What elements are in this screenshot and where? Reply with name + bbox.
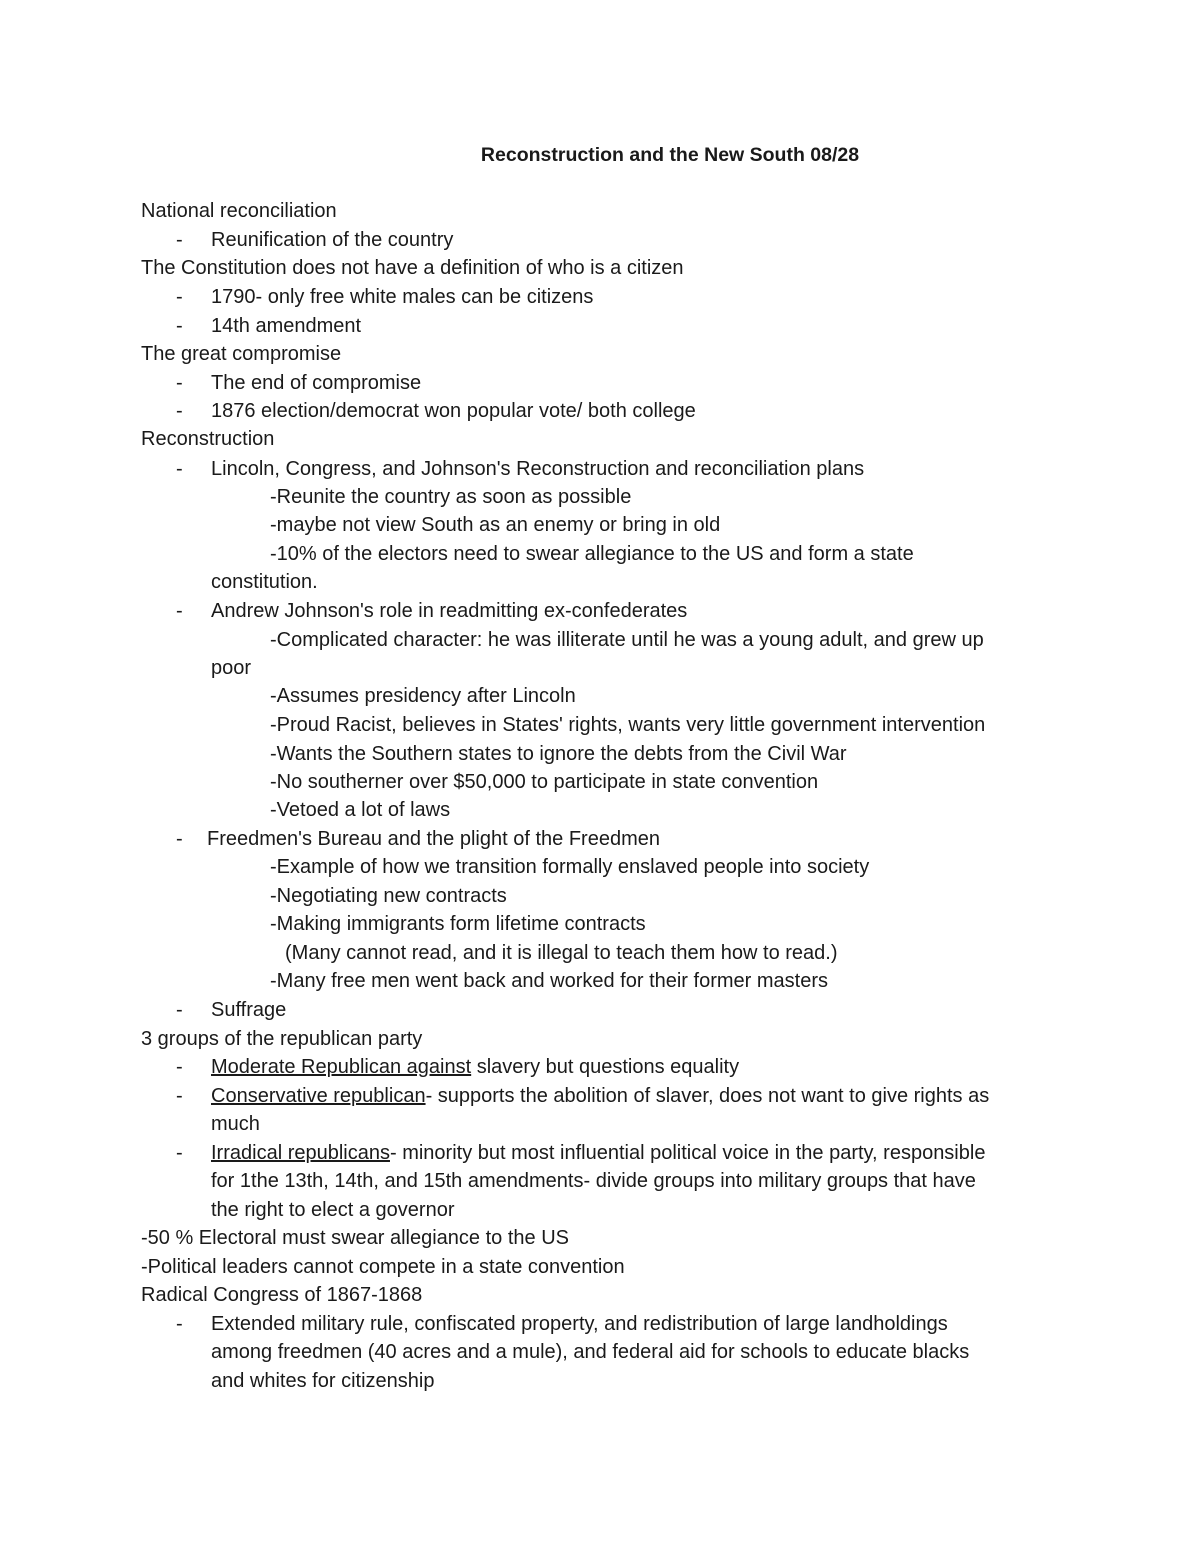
list-item-continued: much (211, 1113, 260, 1135)
list-item: 1790- only free white males can be citizens (211, 286, 594, 308)
list-item (211, 1139, 985, 1167)
heading-great-compromise: The great compromise (141, 343, 342, 365)
bullet-dash: - (176, 1313, 183, 1335)
bullet-dash: - (176, 1142, 183, 1164)
note-electoral: -50 % Electoral must swear allegiance to the US (141, 1227, 569, 1249)
sub-item: -maybe not view South as an enemy or bring in old (270, 514, 721, 536)
note-political-leaders: -Political leaders cannot compete in a state convention (141, 1256, 625, 1278)
heading-constitution: The Constitution does not have a definition of who is a citizen (141, 257, 684, 279)
bullet-dash: - (176, 1056, 183, 1078)
bullet-dash: - (176, 315, 183, 337)
heading-radical-congress: Radical Congress of 1867-1868 (141, 1284, 423, 1306)
sub-item: -10% of the electors need to swear allegiance to the US and form a state (270, 543, 914, 565)
bullet-dash: - (176, 400, 183, 422)
sub-item: -Vetoed a lot of laws (270, 799, 451, 821)
sub-item-continued: poor (211, 657, 252, 679)
heading-republican-groups: 3 groups of the republican party (141, 1028, 423, 1050)
sub-item: -Making immigrants form lifetime contracts (270, 913, 646, 935)
term-description: slavery but questions equality (471, 1056, 740, 1078)
list-item-continued: and whites for citizenship (211, 1370, 435, 1392)
sub-item: -No southerner over $50,000 to participate in state convention (270, 771, 819, 793)
list-item: Suffrage (211, 999, 287, 1021)
list-item-continued: for 1the 13th, 14th, and 15th amendments- divide groups into military groups that have (211, 1170, 976, 1192)
term-conservative-republican: Conservative republican (211, 1085, 426, 1107)
bullet-dash: - (176, 286, 183, 308)
sub-item: -Negotiating new contracts (270, 885, 507, 907)
sub-item: -Complicated character: he was illiterate until he was a young adult, and grew up (270, 629, 984, 651)
list-item: The end of compromise (211, 372, 422, 394)
bullet-dash: - (176, 828, 183, 850)
sub-item: -Proud Racist, believes in States' rights, wants very little government intervention (270, 714, 986, 736)
bullet-dash: - (176, 999, 183, 1021)
heading-reconstruction: Reconstruction (141, 428, 275, 450)
list-item-continued: among freedmen (40 acres and a mule), and federal aid for schools to educate blacks (211, 1341, 970, 1363)
list-item: 1876 election/democrat won popular vote/ both college (211, 400, 696, 422)
term-description: - minority but most influential political voice in the party, responsible (389, 1142, 986, 1164)
list-item: Andrew Johnson's role in readmitting ex-confederates (211, 600, 688, 622)
list-item: 14th amendment (211, 315, 362, 337)
list-item: Freedmen's Bureau and the plight of the Freedmen (207, 828, 660, 850)
bullet-dash: - (176, 1085, 183, 1107)
list-item: Reunification of the country (211, 229, 454, 251)
sub-item: -Reunite the country as soon as possible (270, 486, 632, 508)
list-item: Lincoln, Congress, and Johnson's Reconstruction and reconciliation plans (211, 458, 865, 480)
list-item: Extended military rule, confiscated property, and redistribution of large landholdings (211, 1313, 948, 1335)
heading-national-reconciliation: National reconciliation (141, 200, 337, 222)
bullet-dash: - (176, 600, 183, 622)
bullet-dash: - (176, 229, 183, 251)
list-item (211, 1082, 989, 1110)
sub-item-continued: constitution. (211, 571, 318, 593)
list-item (211, 1053, 739, 1081)
sub-item: -Example of how we transition formally enslaved people into society (270, 856, 870, 878)
sub-item-note: (Many cannot read, and it is illegal to teach them how to read.) (285, 942, 838, 964)
page-title: Reconstruction and the New South 08/28 (480, 144, 860, 166)
bullet-dash: - (176, 458, 183, 480)
sub-item: -Assumes presidency after Lincoln (270, 685, 576, 707)
term-irradical-republicans: Irradical republicans (211, 1142, 390, 1164)
term-description: - supports the abolition of slaver, does not want to give rights as (425, 1085, 990, 1107)
bullet-dash: - (176, 372, 183, 394)
term-moderate-republican: Moderate Republican against (211, 1056, 472, 1078)
list-item-continued: the right to elect a governor (211, 1199, 455, 1221)
sub-item: -Wants the Southern states to ignore the debts from the Civil War (270, 743, 847, 765)
sub-item: -Many free men went back and worked for their former masters (270, 970, 828, 992)
